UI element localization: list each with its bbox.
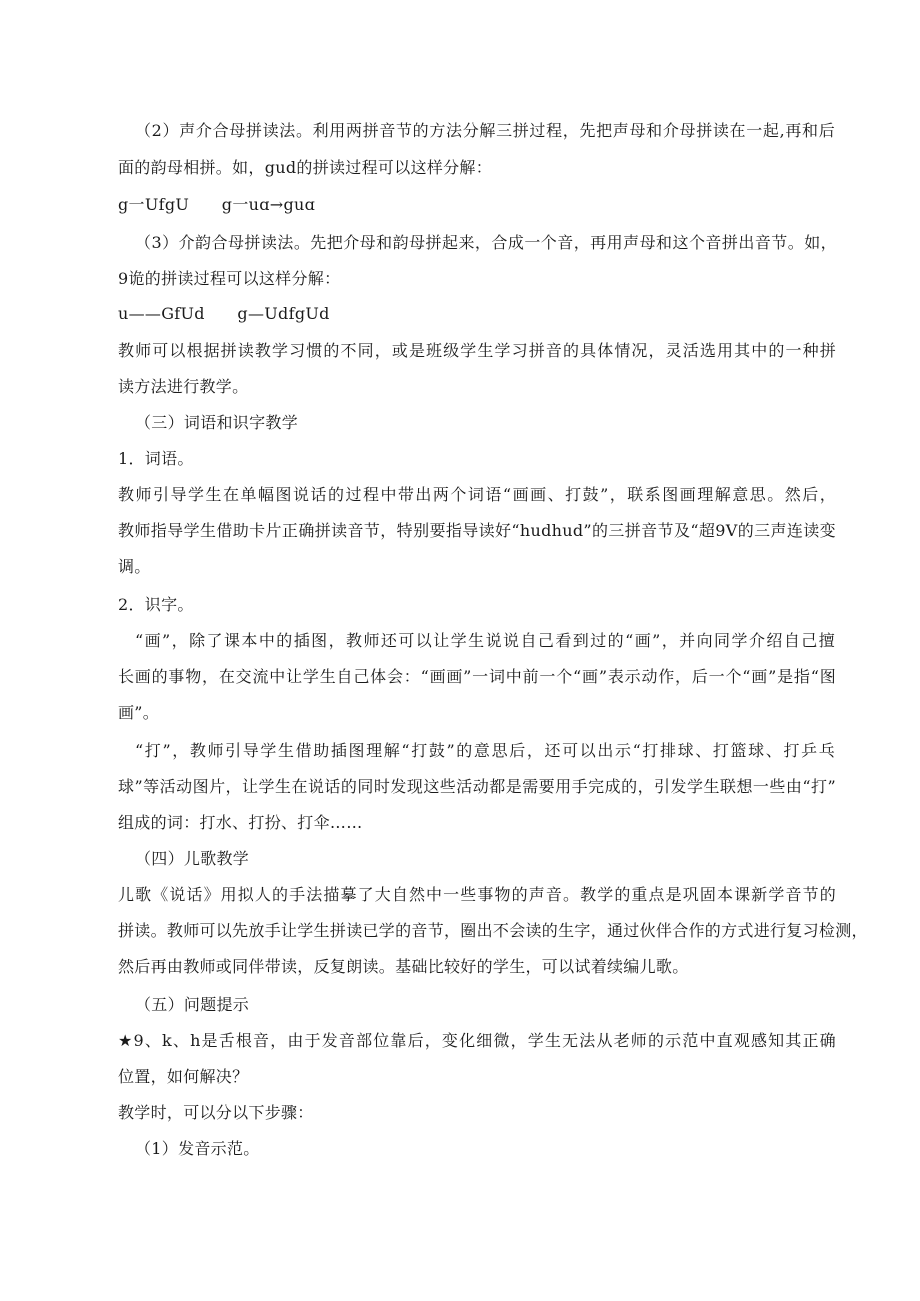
paragraph-line: 教师引导学生在单幅图说话的过程中带出两个词语“画画、打鼓”，联系图画理解意思。然后， xyxy=(118,485,836,504)
paragraph-line: 拼读。教师可以先放手让学生拼读已学的音节，圈出不会读的生字，通过伙伴合作的方式进行复习检测， xyxy=(118,921,868,940)
paragraph-line: （3）介韵合母拼读法。先把介母和韵母拼起来，合成一个音，再用声母和这个音拼出音节。如， xyxy=(135,233,837,252)
paragraph-line: 教师指导学生借助卡片正确拼读音节，特别要指导读好“hudhud”的三拼音节及“超9V的三声连读变 xyxy=(118,521,836,540)
section-heading: （三）词语和识字教学 xyxy=(135,413,299,432)
subsection-heading: 1．词语。 xyxy=(118,449,194,468)
paragraph-line: 面的韵母相拼。如，gud的拼读过程可以这样分解： xyxy=(118,158,492,177)
paragraph-line: 儿歌《说话》用拟人的手法描摹了大自然中一些事物的声音。教学的重点是巩固本课新学音节的 xyxy=(118,885,836,904)
section-heading: （四）儿歌教学 xyxy=(135,849,250,868)
formula-line: g一UfgU g一uɑ→guɑ xyxy=(118,195,316,214)
paragraph-line: 长画的事物，在交流中让学生自己体会：“画画”一词中前一个“画”表示动作，后一个“画”是指“图 xyxy=(118,667,836,686)
paragraph-line: 然后再由教师或同伴带读，反复朗读。基础比较好的学生，可以试着续编儿歌。 xyxy=(118,957,689,976)
paragraph-line: 位置，如何解决？ xyxy=(118,1067,249,1086)
paragraph-line: “画”，除了课本中的插图，教师还可以让学生说说自己看到过的“画”，并向同学介绍自己擅 xyxy=(135,631,835,650)
paragraph-line: 画”。 xyxy=(118,703,160,722)
paragraph-line: （1）发音示范。 xyxy=(135,1139,260,1158)
section-heading: （五）问题提示 xyxy=(135,995,250,1014)
paragraph-line: 读方法进行教学。 xyxy=(118,377,249,396)
subsection-heading: 2．识字。 xyxy=(118,595,194,614)
paragraph-line: 教学时，可以分以下步骤： xyxy=(118,1103,314,1122)
paragraph-line: 组成的词：打水、打扮、打伞…… xyxy=(118,813,363,832)
paragraph-line: 球”等活动图片，让学生在说话的同时发现这些活动都是需要用手完成的，引发学生联想一些由“打” xyxy=(118,777,836,796)
formula-line: u——GfUd g—UdfgUd xyxy=(118,304,330,323)
paragraph-line: “打”，教师引导学生借助插图理解“打鼓”的意思后，还可以出示“打排球、打篮球、打乒乓 xyxy=(135,741,835,760)
paragraph-line: （2）声介合母拼读法。利用两拼音节的方法分解三拼过程，先把声母和介母拼读在一起,再和后 xyxy=(135,121,835,140)
paragraph-line: 教师可以根据拼读教学习惯的不同，或是班级学生学习拼音的具体情况，灵活选用其中的一种拼 xyxy=(118,341,836,360)
paragraph-line: ★9、k、h是舌根音，由于发音部位靠后，变化细微，学生无法从老师的示范中直观感知其正确 xyxy=(118,1031,836,1050)
paragraph-line: 调。 xyxy=(118,557,151,576)
paragraph-line: 9诡的拼读过程可以这样分解： xyxy=(118,269,341,288)
